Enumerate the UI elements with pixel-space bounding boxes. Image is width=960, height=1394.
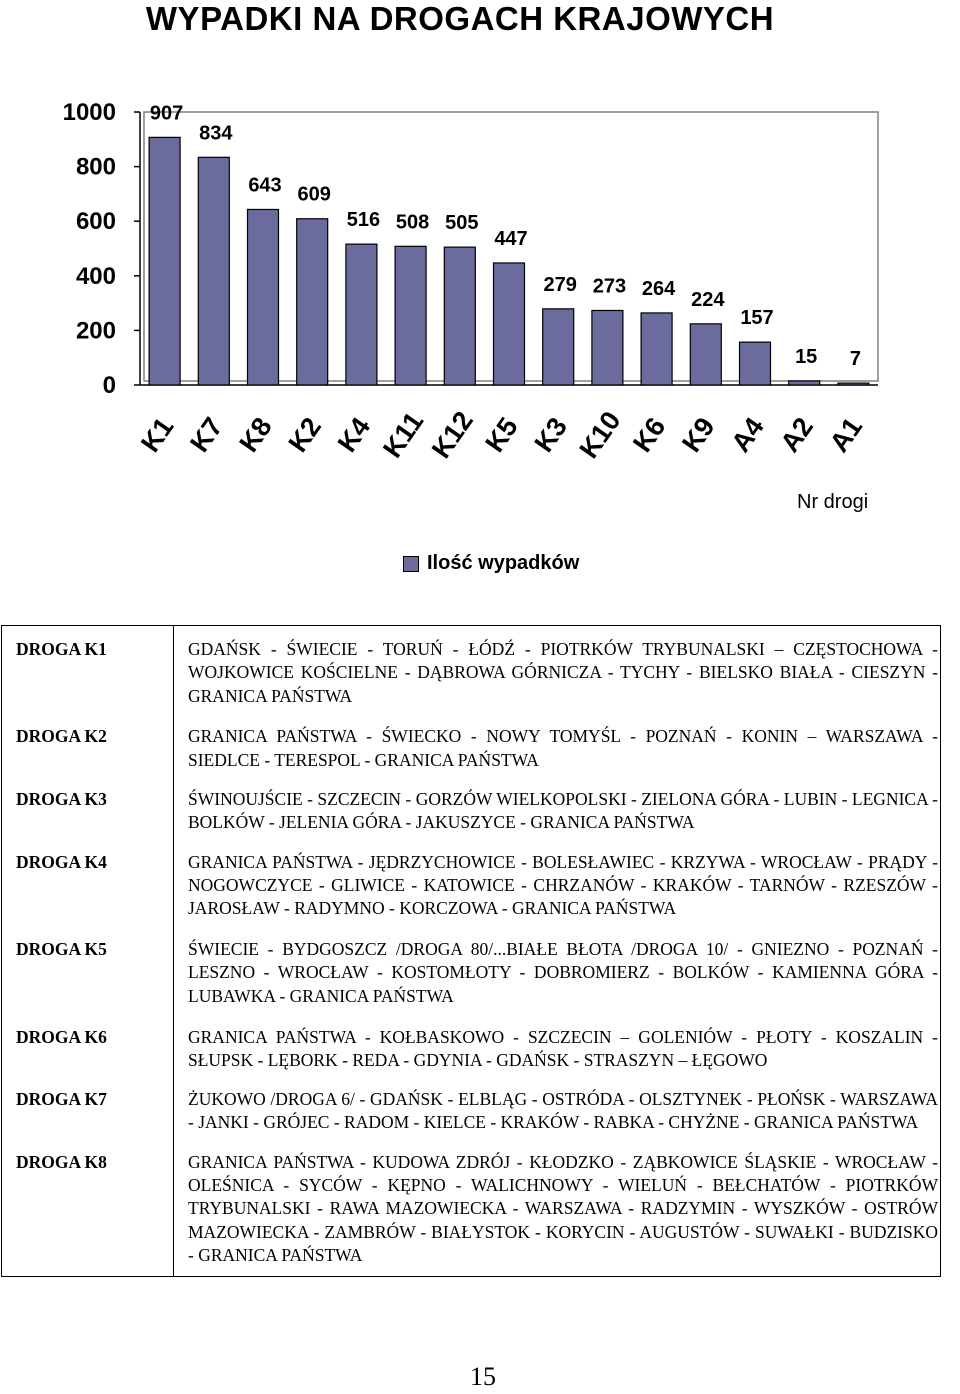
x-tick-label-K9: K9 — [676, 412, 721, 458]
bar-A1 — [838, 383, 869, 385]
data-label-K11: 508 — [395, 211, 430, 234]
road-name-cell: DROGA K2 — [2, 713, 174, 776]
bar-K7 — [198, 157, 229, 385]
road-route-cell: GRANICA PAŃSTWA - KUDOWA ZDRÓJ - KŁODZKO - ZĄBKOWICE ŚLĄSKIE - WROCŁAW - OLEŚNICA - SYCÓW - KĘPNO - WALICHNOWY - WIELUŃ - BEŁCHATÓW - PIOTRKÓW TRYBUNALSKI - RAWA MAZOWIECKA - WARSZAWA - RADZYMIN - WYSZKÓW - OSTRÓW MAZOWIECKA - ZAMBRÓW - BIAŁYSTOK - KORYCIN - AUGUSTÓW - SUWAŁKI - BUDZISKO - GRANICA PAŃSTWA — [188, 1151, 938, 1265]
bar-K9 — [690, 324, 721, 385]
bar-K2 — [297, 219, 328, 385]
road-route-cell: ŚWIECIE - BYDGOSZCZ /DROGA 80/...BIAŁE BŁOTA /DROGA 10/ - GNIEZNO - POZNAŃ - LESZNO - WROCŁAW - KOSTOMŁOTY - DOBROMIERZ - BOLKÓW - KAMIENNA GÓRA - LUBAWKA - GRANICA PAŃSTWA — [188, 939, 938, 1006]
road-name-cell: DROGA K3 — [2, 776, 174, 839]
bar-K1 — [149, 137, 180, 385]
y-tick-label: 800 — [75, 153, 116, 181]
x-tick-label-K11: K11 — [377, 406, 430, 464]
data-label-K10: 273 — [592, 275, 627, 298]
table-row — [2, 839, 941, 926]
data-label-K12: 505 — [445, 212, 479, 235]
data-label-K5: 447 — [494, 227, 528, 250]
x-tick-label-K8: K8 — [233, 412, 278, 458]
y-tick-label: 200 — [75, 317, 116, 345]
bar-A2 — [789, 381, 820, 385]
x-tick-label-K4: K4 — [331, 412, 377, 458]
bar-K11 — [395, 246, 426, 385]
y-tick-label: 400 — [75, 262, 116, 290]
table-row — [2, 1014, 941, 1077]
x-tick-label-K12: K12 — [425, 405, 479, 464]
x-tick-label-K10: K10 — [573, 405, 627, 464]
chart-legend — [403, 552, 579, 575]
road-route-cell: GRANICA PAŃSTWA - JĘDRZYCHOWICE - BOLESŁAWIEC - KRZYWA - WROCŁAW - PRĄDY - NOGOWCZYCE - GLIWICE - KATOWICE - CHRZANÓW - KRAKÓW - TARNÓW - RZESZÓW - JAROSŁAW - RADYMNO - KORCZOWA - GRANICA PAŃSTWA — [188, 851, 938, 919]
bar-A4 — [740, 342, 771, 385]
x-axis-labels — [135, 406, 868, 464]
bar-K3 — [543, 309, 574, 385]
accidents-bar-chart — [0, 90, 960, 470]
road-route-cell: ŚWINOUJŚCIE - SZCZECIN - GORZÓW WIELKOPOLSKI - ZIELONA GÓRA - LUBIN - LEGNICA - BOLKÓW - JELENIA GÓRA - JAKUSZYCE - GRANICA PAŃSTWA — [188, 789, 938, 833]
roads-table-body — [2, 626, 941, 1277]
y-tick-label: 0 — [102, 372, 116, 399]
x-tick-label-K6: K6 — [627, 412, 672, 458]
legend-swatch — [403, 556, 419, 572]
data-label-A2: 15 — [795, 345, 818, 368]
data-label-K8: 643 — [248, 174, 282, 197]
x-axis-title: Nr drogi — [797, 491, 869, 513]
table-row — [2, 1139, 941, 1277]
data-label-K6: 264 — [641, 277, 676, 300]
table-row — [2, 713, 941, 776]
table-row — [2, 776, 941, 839]
y-tick-label: 1000 — [62, 99, 116, 126]
table-row — [2, 626, 941, 714]
x-tick-label-K5: K5 — [479, 412, 524, 458]
y-axis — [63, 99, 140, 399]
x-tick-label-K2: K2 — [282, 412, 328, 458]
bar-K5 — [494, 263, 525, 385]
roads-table — [1, 625, 941, 1277]
page-title: WYPADKI NA DROGACH KRAJOWYCH — [145, 0, 775, 37]
x-tick-label-K1: K1 — [135, 412, 180, 458]
road-name-cell: DROGA K6 — [2, 1014, 174, 1077]
data-label-K7: 834 — [199, 122, 233, 145]
x-tick-label-A2: A2 — [774, 412, 820, 458]
data-label-A1: 7 — [849, 348, 861, 371]
road-route-cell: GDAŃSK - ŚWIECIE - TORUŃ - ŁÓDŹ - PIOTRKÓW TRYBUNALSKI – CZĘSTOCHOWA - WOJKOWICE KOŚCIELNE - DĄBROWA GÓRNICZA - TYCHY - BIELSKO BIAŁA - CIESZYN - GRANICA PAŃSTWA — [188, 639, 938, 706]
data-label-K1: 907 — [149, 102, 184, 125]
x-tick-label-A1: A1 — [823, 412, 869, 458]
table-row — [2, 926, 941, 1013]
road-name-cell: DROGA K8 — [2, 1139, 174, 1277]
y-tick-label: 600 — [75, 208, 116, 236]
road-name-cell: DROGA K1 — [2, 626, 174, 714]
road-route-cell: GRANICA PAŃSTWA - ŚWIECKO - NOWY TOMYŚL - POZNAŃ - KONIN – WARSZAWA - SIEDLCE - TERESPOL - GRANICA PAŃSTWA — [188, 726, 938, 770]
road-route-cell: GRANICA PAŃSTWA - KOŁBASKOWO - SZCZECIN – GOLENIÓW - PŁOTY - KOSZALIN - SŁUPSK - LĘBORK - REDA - GDYNIA - GDAŃSK - STRASZYN – ŁĘGOWO — [188, 1026, 938, 1070]
bar-K8 — [248, 209, 279, 385]
data-label-K2: 609 — [297, 183, 331, 206]
data-label-K9: 224 — [691, 288, 725, 311]
page-number: 15 — [470, 1362, 496, 1391]
road-route-cell: ŻUKOWO /DROGA 6/ - GDAŃSK - ELBLĄG - OSTRÓDA - OLSZTYNEK - PŁOŃSK - WARSZAWA - JANKI - GRÓJEC - RADOM - KIELCE - KRAKÓW - RABKA - CHYŻNE - GRANICA PAŃSTWA — [188, 1089, 938, 1133]
bar-K10 — [592, 310, 623, 385]
data-label-A4: 157 — [740, 307, 774, 330]
data-label-K3: 279 — [543, 273, 577, 296]
x-tick-label-A4: A4 — [725, 412, 770, 458]
x-tick-label-K3: K3 — [528, 412, 574, 458]
road-name-cell: DROGA K5 — [2, 926, 174, 1013]
bar-K4 — [346, 244, 377, 385]
x-tick-label-K7: K7 — [184, 412, 229, 458]
bar-K6 — [641, 313, 672, 385]
road-name-cell: DROGA K4 — [2, 839, 174, 926]
road-name-cell: DROGA K7 — [2, 1076, 174, 1139]
legend-label: Ilość wypadków — [427, 552, 580, 574]
data-label-K4: 516 — [346, 209, 381, 232]
table-row — [2, 1076, 941, 1139]
bar-K12 — [444, 247, 475, 385]
